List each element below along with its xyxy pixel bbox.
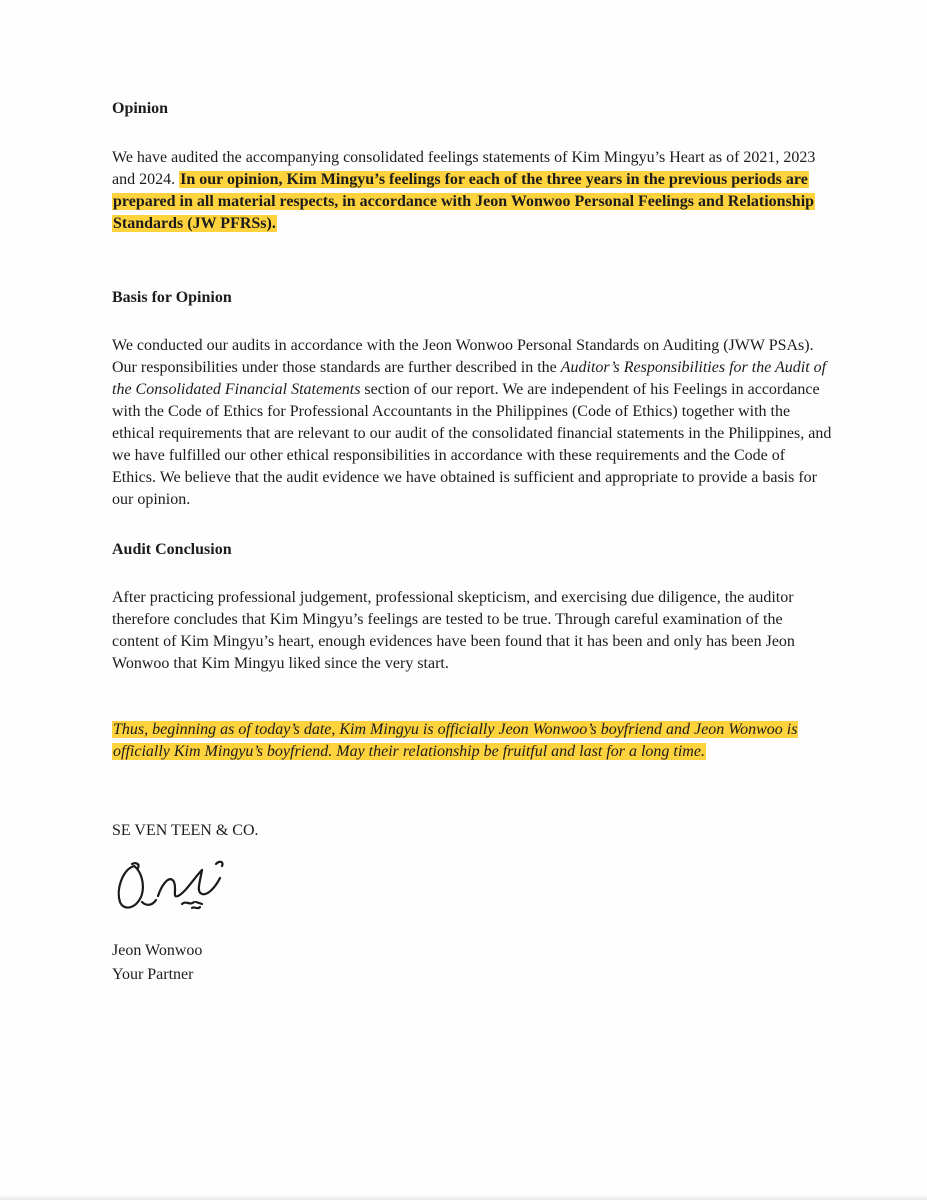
basis-italic-reference: Auditor’s Responsibilities for the Audit of the Consolidated Financial Statements bbox=[112, 359, 827, 398]
firm-name: SE VEN TEEN & CO. bbox=[112, 822, 259, 839]
signatory-title: Your Partner bbox=[112, 966, 194, 983]
signatory-block bbox=[112, 939, 832, 987]
signature-icon bbox=[112, 856, 252, 918]
page-edge-shadow bbox=[0, 1194, 927, 1200]
basis-text-1: We conducted our audits in accordance with the Jeon Wonwoo Personal Standards on Auditing (JWW PSAs). Our responsibilities under those standards are further described in the bbox=[112, 337, 814, 376]
opinion-text: We have audited the accompanying consolidated feelings statements of Kim Mingyu’s Heart as of 2021, 2023 and 2024. bbox=[112, 149, 816, 188]
declaration-highlight: Thus, beginning as of today’s date, Kim Mingyu is officially Jeon Wonwoo’s boyfriend and Jeon Wonwoo is officially Kim Mingyu’s boyfriend. May their relationship be fruitful and last for a long time. bbox=[113, 721, 798, 760]
declaration-paragraph bbox=[112, 719, 832, 763]
opinion-highlight: In our opinion, Kim Mingyu’s feelings for each of the three years in the previous periods are prepared in all material respects, in accordance with Jeon Wonwoo Personal Feelings and Relationship Standards (JW PFRSs). bbox=[113, 171, 815, 232]
document-body bbox=[112, 98, 832, 987]
basis-paragraph bbox=[112, 335, 832, 511]
signatory-name: Jeon Wonwoo bbox=[112, 942, 203, 959]
basis-heading: Basis for Opinion bbox=[112, 289, 232, 306]
opinion-heading: Opinion bbox=[112, 100, 169, 117]
basis-text-2: section of our report. We are independent of his Feelings in accordance with the Code of Ethics for Professional Accountants in the Philippines (Code of Ethics) together with the ethical requirements that are relevant to our audit of the consolidated financial statements in the Philippines, and we have fulfilled our other ethical responsibilities in accordance with these requirements and the Code of Ethics. We believe that the audit evidence we have obtained is sufficient and appropriate to provide a basis for our opinion. bbox=[112, 381, 832, 508]
conclusion-paragraph: After practicing professional judgement, professional skepticism, and exercising due diligence, the auditor therefore concludes that Kim Mingyu’s feelings are tested to be true. Through careful examination of the content of Kim Mingyu’s heart, enough evidences have been found that it has been and only has been Jeon Wonwoo that Kim Mingyu liked since the very start. bbox=[112, 589, 795, 672]
opinion-paragraph bbox=[112, 147, 832, 235]
conclusion-heading: Audit Conclusion bbox=[112, 541, 232, 558]
